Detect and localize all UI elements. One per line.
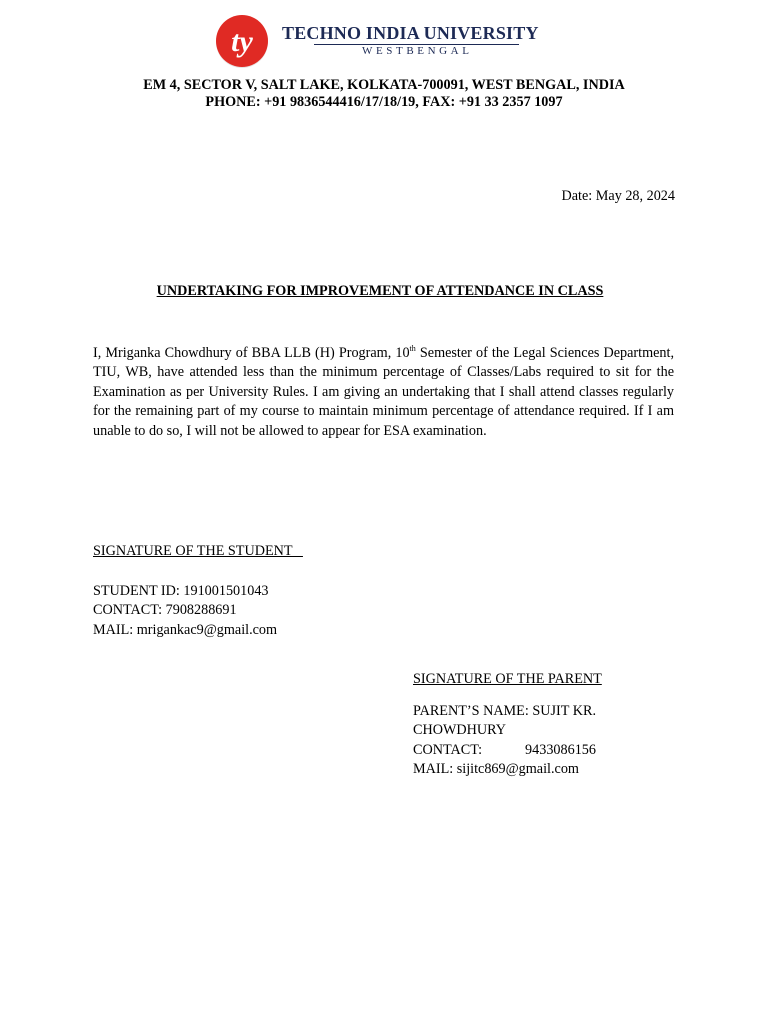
student-mail: MAIL: mrigankac9@gmail.com <box>93 621 278 638</box>
university-emblem-icon <box>214 13 270 69</box>
parent-signature-label: SIGNATURE OF THE PARENT <box>413 671 602 687</box>
phone-fax-line: PHONE: +91 9836544416/17/18/19, FAX: +91 33 2357 1097 <box>205 94 563 110</box>
emblem-letters: ty <box>231 25 253 58</box>
document-date: Date: May 28, 2024 <box>561 188 675 204</box>
parent-mail: MAIL: sijitc869@gmail.com <box>413 761 579 778</box>
university-logo <box>214 13 554 71</box>
undertaking-paragraph <box>93 344 674 441</box>
student-id: STUDENT ID: 191001501043 <box>93 583 269 599</box>
parent-contact: CONTACT: 9433086156 <box>413 741 596 758</box>
university-location: WESTBENGAL <box>362 45 473 57</box>
parent-details <box>413 702 596 780</box>
student-signature-label: SIGNATURE OF THE STUDENT <box>93 543 303 559</box>
parent-name: PARENT’S NAME: SUJIT KR. CHOWDHURY <box>413 703 596 739</box>
document-title: UNDERTAKING FOR IMPROVEMENT OF ATTENDANCE IN CLASS <box>156 283 604 299</box>
address-line: EM 4, SECTOR V, SALT LAKE, KOLKATA-700091, WEST BENGAL, INDIA <box>143 77 625 93</box>
student-contact: CONTACT: 7908288691 <box>93 602 237 619</box>
student-details <box>93 582 277 640</box>
paragraph-part-1: I, Mriganka Chowdhury of BBA LLB (H) Program, 10 <box>93 345 410 361</box>
ordinal-suffix: th <box>409 344 416 353</box>
paragraph-part-2: Semester of the Legal Sciences Department, TIU, WB, have attended less than the minimum percentage of Classes/Labs required to sit for the Examination as per University Rules. I am giving an undertaking that I shall attend classes regularly for the remaining part of my course to maintain minimum percentage of attendance required. If I am unable to do so, I will not be allowed to appear for ESA examination. <box>93 345 674 439</box>
university-address <box>0 77 768 111</box>
university-name: TECHNO INDIA UNIVERSITY <box>282 23 539 43</box>
